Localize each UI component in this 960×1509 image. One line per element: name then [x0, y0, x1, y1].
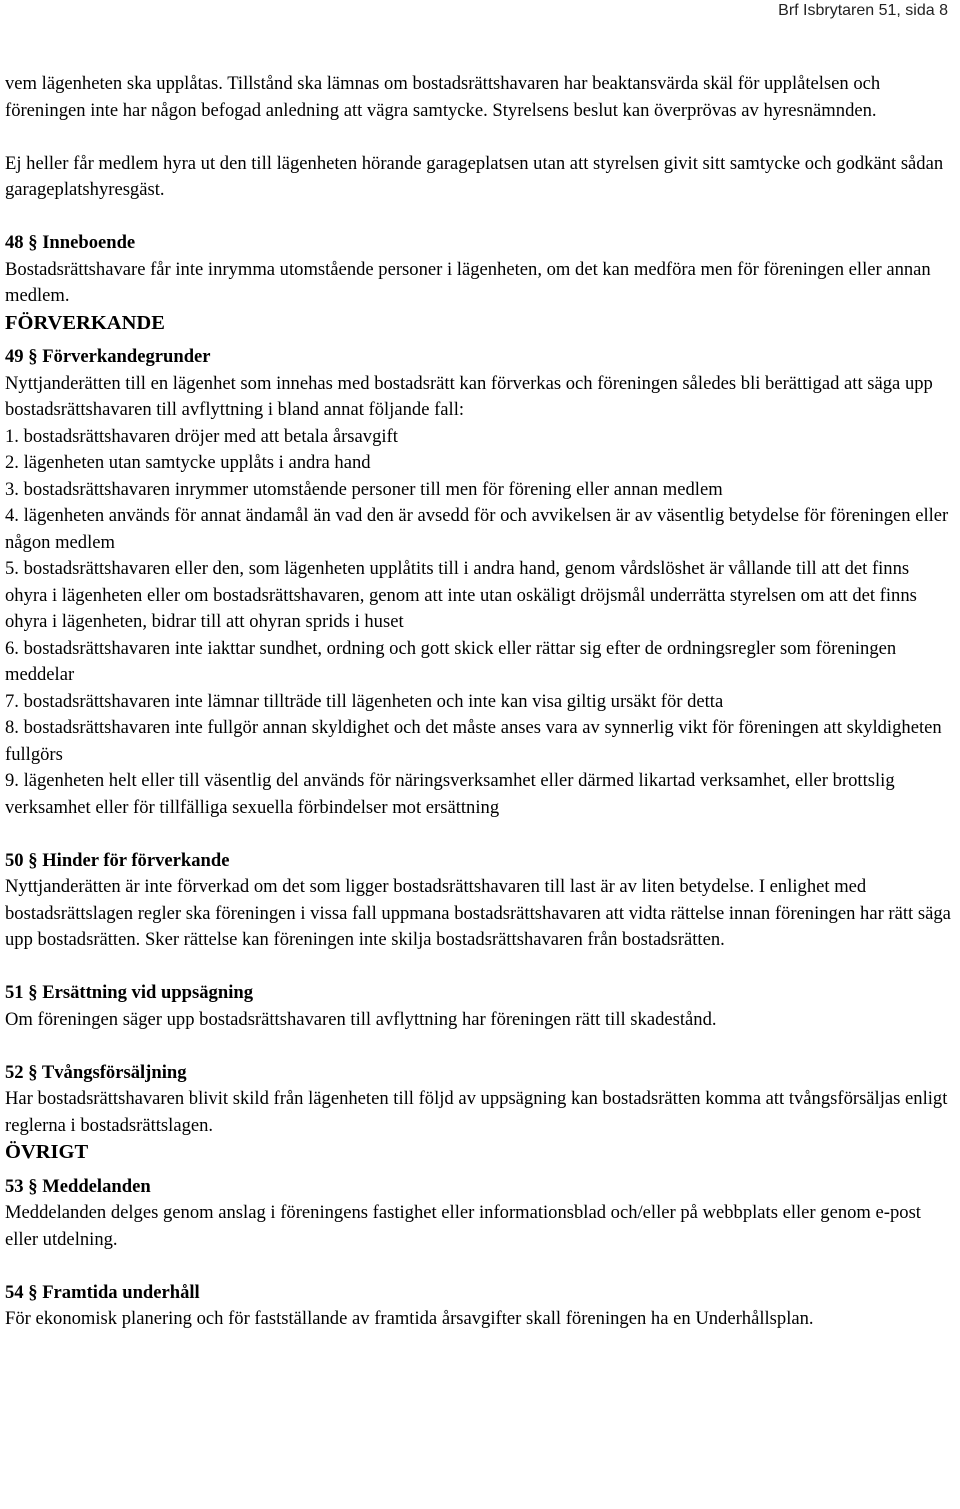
- section-48-text: Bostadsrättshavare får inte inrymma utomstående personer i lägenheten, om det kan medföra men för föreningen eller annan medlem.: [5, 258, 931, 306]
- section-52-text: Har bostadsrättshavaren blivit skild från lägenheten till följd av uppsägning kan bostadsrätten komma att tvångsförsäljas enligt reglerna i bostadsrättslagen.: [5, 1088, 948, 1136]
- section-48: [5, 230, 953, 310]
- section-50-text: Nyttjanderätten är inte förverkad om det som ligger bostadsrättshavaren till last är av liten betydelse. I enlighet med bostadsrättslagen regler ska föreningen i vissa fall uppmana bostadsrättshavaren att vidta rättelse innan föreningen har rätt säga upp bostadsrätten. Sker rättelse kan föreningen inte skilja bostadsrättshavaren från bostadsrätten.: [5, 876, 951, 950]
- list-item: 9. lägenheten helt eller till väsentlig del används för näringsverksamhet eller därmed likartad verksamhet, eller brottslig verksamhet eller för tillfälliga sexuella förbindelser mot ersättning: [5, 770, 895, 818]
- section-53-text: Meddelanden delges genom anslag i föreningens fastighet eller informationsblad och/eller på webbplats eller genom e-post eller utdelning.: [5, 1202, 921, 1250]
- list-item: 3. bostadsrättshavaren inrymmer utomstående personer till men för förening eller annan medlem: [5, 478, 723, 500]
- section-51: [5, 980, 953, 1033]
- section-51-text: Om föreningen säger upp bostadsrättshavaren till avflyttning har föreningen rätt till skadestånd.: [5, 1008, 717, 1030]
- section-53: [5, 1174, 953, 1254]
- document-body: [5, 71, 953, 1333]
- section-54-text: För ekonomisk planering och för fastställande av framtida årsavgifter skall föreningen ha en Underhållsplan.: [5, 1308, 814, 1329]
- forverkande-title: FÖRVERKANDE: [5, 311, 165, 334]
- section-54-heading: 54 § Framtida underhåll: [5, 1281, 200, 1303]
- list-item: 1. bostadsrättshavaren dröjer med att betala årsavgift: [5, 425, 398, 447]
- list-item: 2. lägenheten utan samtycke upplåts i andra hand: [5, 452, 371, 473]
- section-50: [5, 848, 953, 954]
- section-50-heading: 50 § Hinder för förverkande: [5, 849, 230, 871]
- intro-paragraph-2: Ej heller får medlem hyra ut den till lägenheten hörande garageplatsen utan att styrelsen givit sitt samtycke och godkänt sådan garageplatshyresgäst.: [5, 152, 944, 200]
- intro-paragraph-1: vem lägenheten ska upplåtas. Tillstånd ska lämnas om bostadsrättshavaren har beaktansvärda skäl för upplåtelsen och föreningen inte har någon befogad anledning att vägra samtycke. Styrelsens beslut kan överprövas av hyresnämnden.: [5, 73, 881, 121]
- section-49-text: Nyttjanderätten till en lägenhet som innehas med bostadsrätt kan förverkas och föreningen således bli berättigad att säga upp bostadsrättshavaren till avflyttning i bland annat följande fall:: [5, 372, 933, 420]
- page-header: Brf Isbrytaren 51, sida 8: [778, 2, 948, 19]
- section-53-heading: 53 § Meddelanden: [5, 1175, 151, 1197]
- list-item: 8. bostadsrättshavaren inte fullgör annan skyldighet och det måste anses vara av synnerlig vikt för föreningen att skyldigheten fullgörs: [5, 717, 942, 765]
- list-item: 4. lägenheten används för annat ändamål än vad den är avsedd för och avvikelsen är av väsentlig betydelse för föreningen eller någon medlem: [5, 505, 949, 553]
- section-51-heading: 51 § Ersättning vid uppsägning: [5, 982, 254, 1003]
- section-54: [5, 1280, 953, 1333]
- ovrigt-title: ÖVRIGT: [5, 1141, 89, 1163]
- list-item: 6. bostadsrättshavaren inte iakttar sundhet, ordning och gott skick eller rättar sig efter de ordningsregler som föreningen meddelar: [5, 637, 897, 685]
- section-49-heading: 49 § Förverkandegrunder: [5, 346, 211, 367]
- forverkande-list: [5, 424, 953, 822]
- list-item: 7. bostadsrättshavaren inte lämnar tillträde till lägenheten och inte kan visa giltig ursäkt för detta: [5, 690, 724, 712]
- section-52: [5, 1060, 953, 1140]
- section-52-heading: 52 § Tvångsförsäljning: [5, 1061, 187, 1083]
- list-item: 5. bostadsrättshavaren eller den, som lägenheten upplåtits till i andra hand, genom vårdslöshet är vållande till att det finns ohyra i lägenheten eller om bostadsrättshavaren, genom att inte utan oskäligt dröjsmål underrätta styrelsen om att det finns ohyra i lägenheten, bidrar till att ohyran sprids i huset: [5, 558, 917, 632]
- section-48-heading: 48 § Inneboende: [5, 232, 136, 253]
- section-49: [5, 344, 953, 821]
